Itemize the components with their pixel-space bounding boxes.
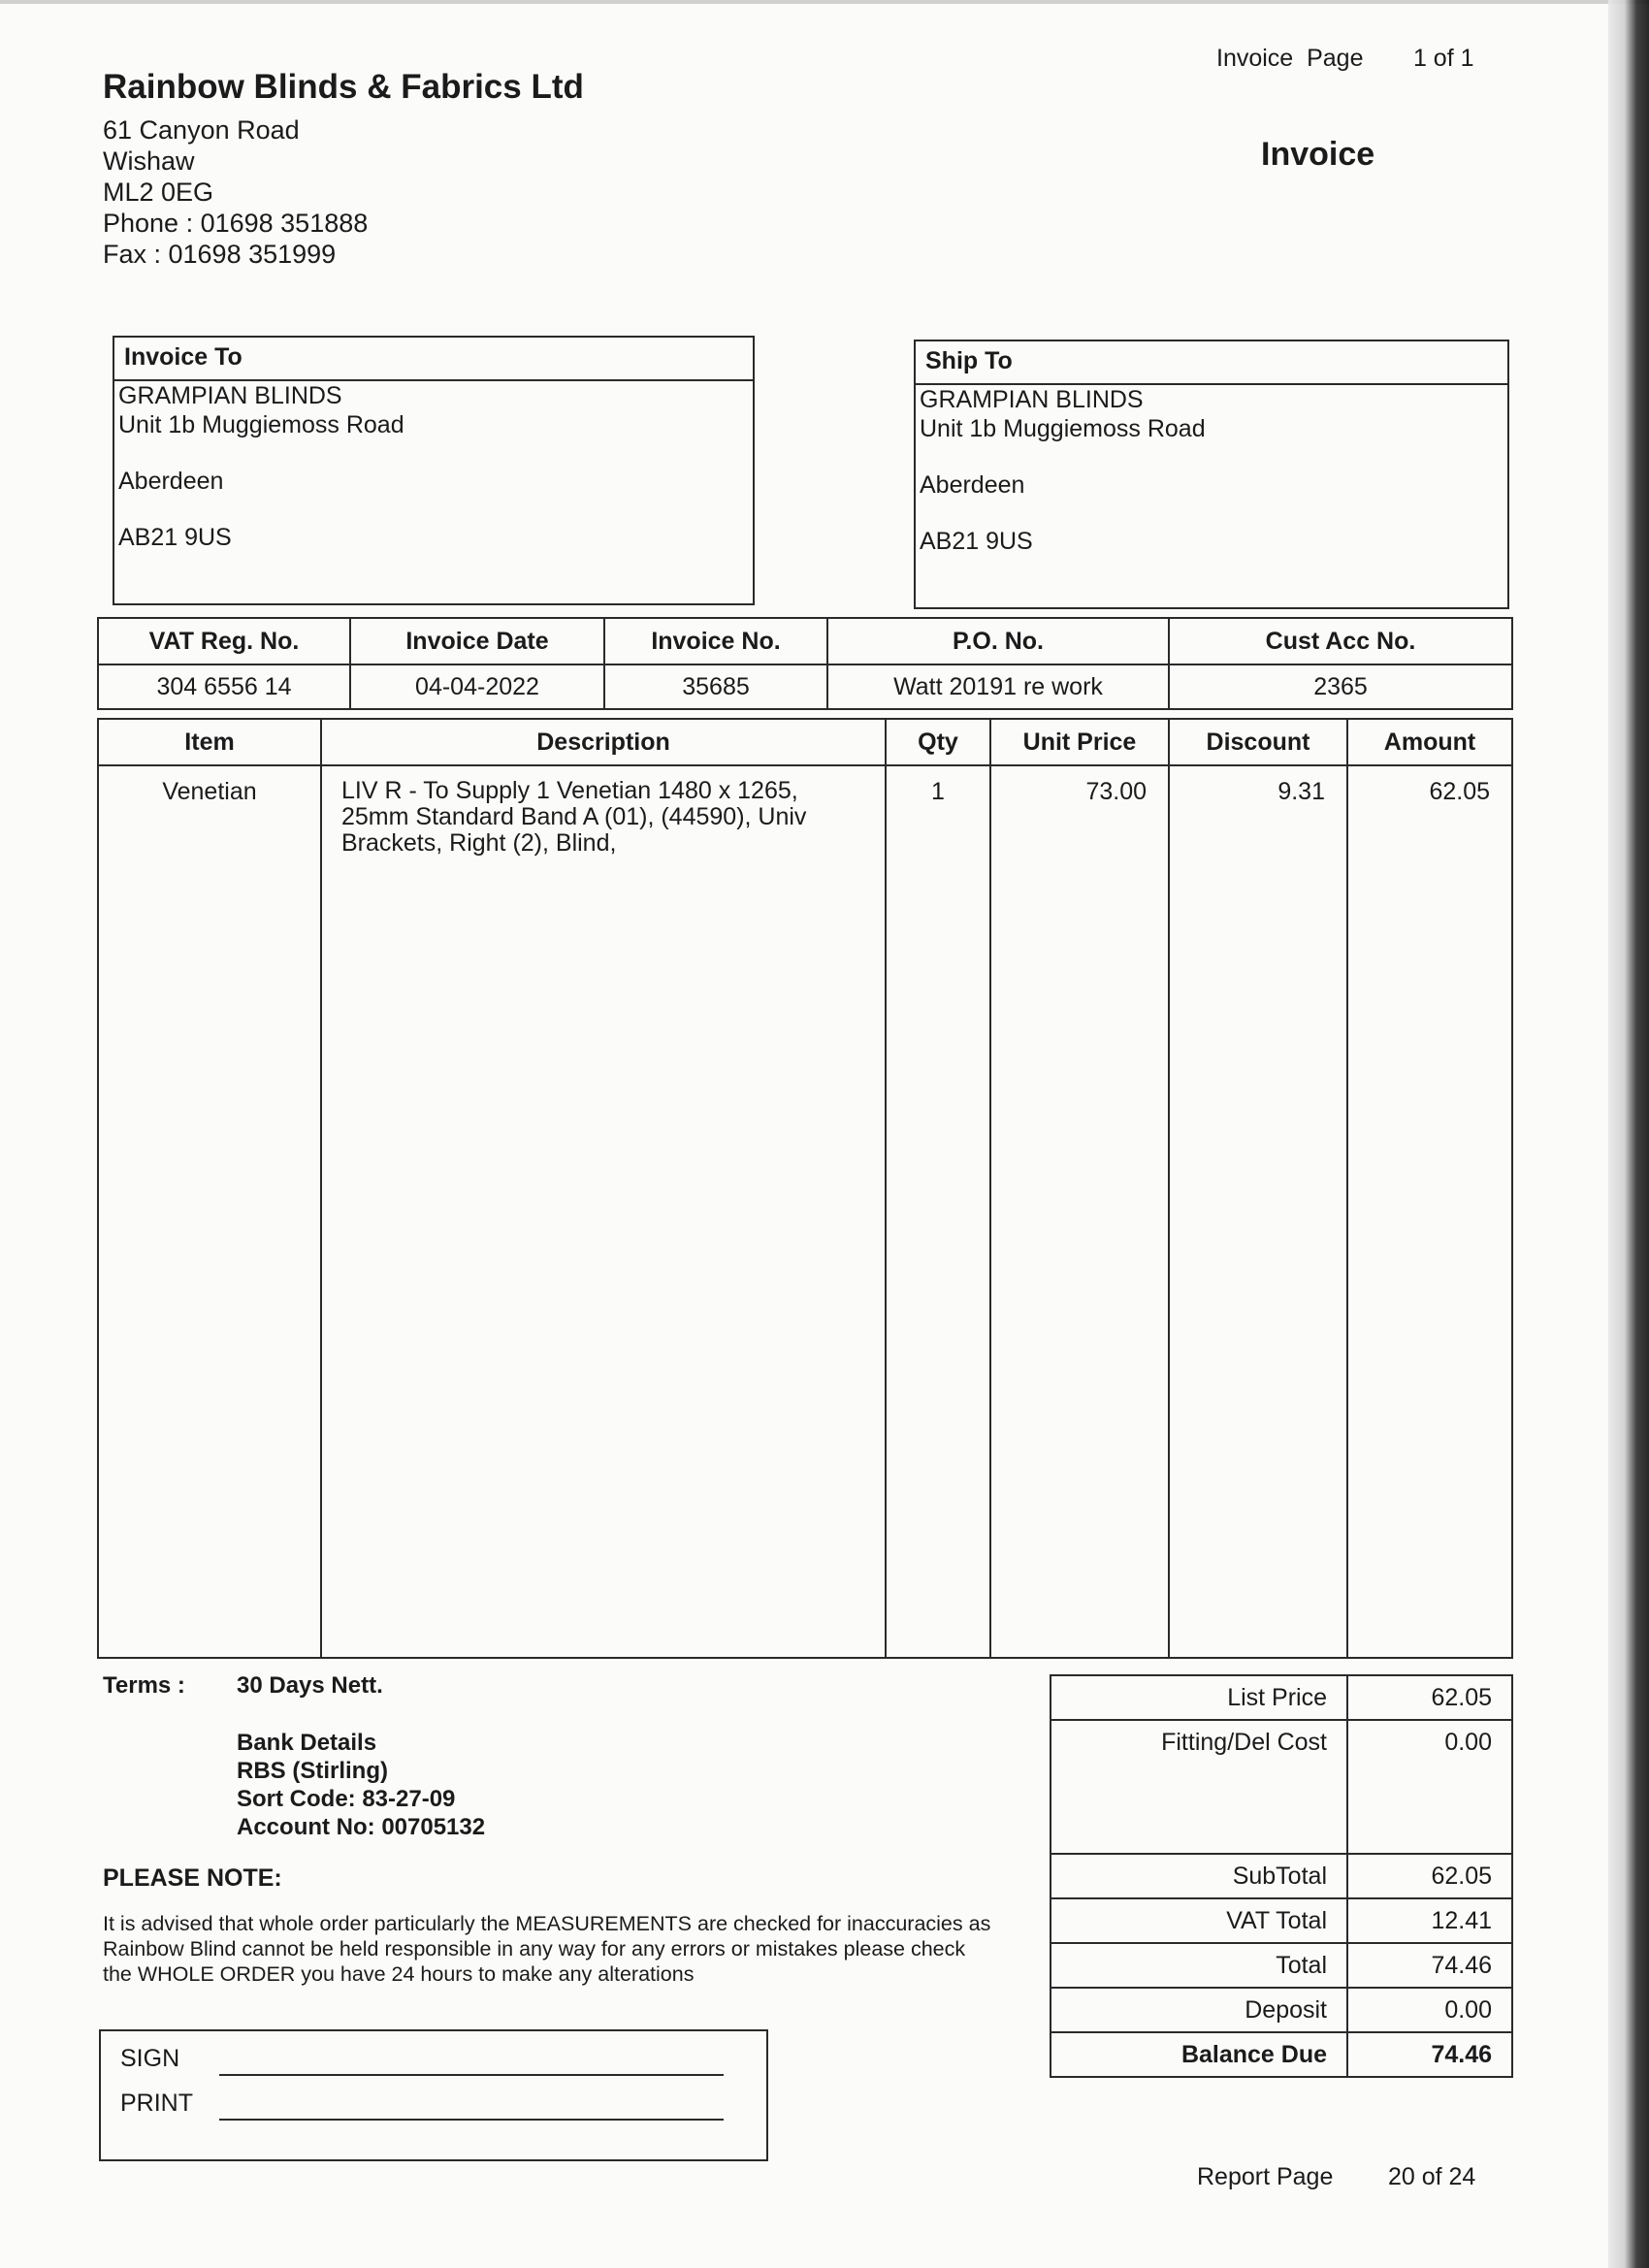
meta-date-value: 04-04-2022 (350, 664, 604, 709)
total-balance-due-value: 74.46 (1347, 2032, 1512, 2077)
meta-cust-acc-value: 2365 (1169, 664, 1512, 709)
invoice-to-title: Invoice To (114, 338, 753, 381)
total-subtotal-label: SubTotal (1051, 1854, 1347, 1898)
total-fitting-label: Fitting/Del Cost (1051, 1720, 1347, 1854)
bank-name: RBS (Stirling) (237, 1758, 388, 1784)
items-table (97, 718, 1513, 1659)
items-header-qty: Qty (886, 719, 990, 765)
company-address-postcode: ML2 0EG (103, 178, 214, 207)
total-total-label: Total (1051, 1943, 1347, 1988)
meta-po-no-value: Watt 20191 re work (827, 664, 1169, 709)
scan-top-edge (0, 0, 1649, 4)
meta-invoice-no-value: 35685 (604, 664, 827, 709)
invoice-to-postcode: AB21 9US (118, 524, 232, 551)
invoice-to-city: Aberdeen (118, 468, 224, 495)
invoice-to-street: Unit 1b Muggiemoss Road (118, 411, 404, 438)
report-page-label: Report Page (1197, 2163, 1334, 2190)
total-list-price-label: List Price (1051, 1675, 1347, 1720)
invoice-to-name: GRAMPIAN BLINDS (118, 382, 342, 409)
items-header-item: Item (98, 719, 321, 765)
print-label: PRINT (120, 2090, 193, 2117)
company-address-town: Wishaw (103, 146, 195, 176)
total-total-value: 74.46 (1347, 1943, 1512, 1988)
report-page-info (1197, 2163, 1475, 2191)
total-fitting-value: 0.00 (1347, 1720, 1512, 1854)
meta-header-invoice-no: Invoice No. (604, 618, 827, 664)
totals-row (1051, 1898, 1512, 1943)
items-header-amount: Amount (1347, 719, 1512, 765)
total-subtotal-value: 62.05 (1347, 1854, 1512, 1898)
total-balance-due-label: Balance Due (1051, 2032, 1347, 2077)
items-header-unit-price: Unit Price (990, 719, 1169, 765)
note-heading: PLEASE NOTE: (103, 1864, 282, 1892)
ship-to-title: Ship To (916, 341, 1507, 385)
sign-line (219, 2074, 724, 2076)
invoice-page-value: 1 of 1 (1412, 45, 1474, 72)
totals-row (1051, 1854, 1512, 1898)
totals-row (1051, 2032, 1512, 2077)
document-title: Invoice (1261, 136, 1375, 173)
ship-to-postcode: AB21 9US (920, 528, 1033, 555)
ship-to-name: GRAMPIAN BLINDS (920, 386, 1144, 413)
table-row (98, 765, 1512, 1658)
meta-header-date: Invoice Date (350, 618, 604, 664)
terms-label: Terms : (103, 1672, 185, 1699)
invoice-to-box (113, 336, 755, 605)
totals-row (1051, 1720, 1512, 1854)
invoice-meta-table (97, 617, 1513, 710)
note-text: It is advised that whole order particularly the MEASUREMENTS are checked for inaccuracies as Rainbow Blind cannot be held responsible in any way for any errors or mistakes please check the WHOLE ORDER you have 24 hours to make any alterations (103, 1912, 991, 1986)
company-phone: Phone : 01698 351888 (103, 209, 369, 238)
total-list-price-value: 62.05 (1347, 1675, 1512, 1720)
bank-account-no: Account No: 00705132 (237, 1814, 486, 1840)
totals-table (1050, 1674, 1513, 2078)
totals-row (1051, 1988, 1512, 2032)
totals-row (1051, 1675, 1512, 1720)
items-header-description: Description (321, 719, 886, 765)
invoice-page-label: Invoice Page (1216, 45, 1364, 72)
total-vat-label: VAT Total (1051, 1898, 1347, 1943)
report-page-value: 20 of 24 (1387, 2163, 1476, 2190)
meta-header-cust-acc: Cust Acc No. (1169, 618, 1512, 664)
total-deposit-label: Deposit (1051, 1988, 1347, 2032)
meta-vat-value: 304 6556 14 (98, 664, 350, 709)
ship-to-box (914, 340, 1509, 609)
item-unit-price: 73.00 (990, 765, 1169, 1658)
print-line (219, 2119, 724, 2121)
item-name: Venetian (98, 765, 321, 1658)
scan-edge-shadow (1608, 0, 1649, 2268)
total-deposit-value: 0.00 (1347, 1988, 1512, 2032)
meta-header-po-no: P.O. No. (827, 618, 1169, 664)
item-qty: 1 (886, 765, 990, 1658)
ship-to-street: Unit 1b Muggiemoss Road (920, 415, 1206, 442)
company-fax: Fax : 01698 351999 (103, 240, 337, 269)
signature-box (99, 2029, 768, 2161)
total-vat-value: 12.41 (1347, 1898, 1512, 1943)
items-header-discount: Discount (1169, 719, 1347, 765)
terms-value: 30 Days Nett. (237, 1672, 383, 1699)
totals-row (1051, 1943, 1512, 1988)
bank-sort-code: Sort Code: 83-27-09 (237, 1786, 456, 1812)
company-address-street: 61 Canyon Road (103, 115, 300, 145)
item-description: LIV R - To Supply 1 Venetian 1480 x 1265, 25mm Standard Band A (01), (44590), Univ Brackets, Right (2), Blind, (321, 765, 886, 1658)
sign-label: SIGN (120, 2045, 180, 2072)
item-amount: 62.05 (1347, 765, 1512, 1658)
company-name: Rainbow Blinds & Fabrics Ltd (103, 68, 584, 106)
invoice-page-info (1216, 45, 1474, 73)
ship-to-city: Aberdeen (920, 471, 1025, 499)
item-discount: 9.31 (1169, 765, 1347, 1658)
meta-header-vat: VAT Reg. No. (98, 618, 350, 664)
bank-details-heading: Bank Details (237, 1730, 377, 1756)
